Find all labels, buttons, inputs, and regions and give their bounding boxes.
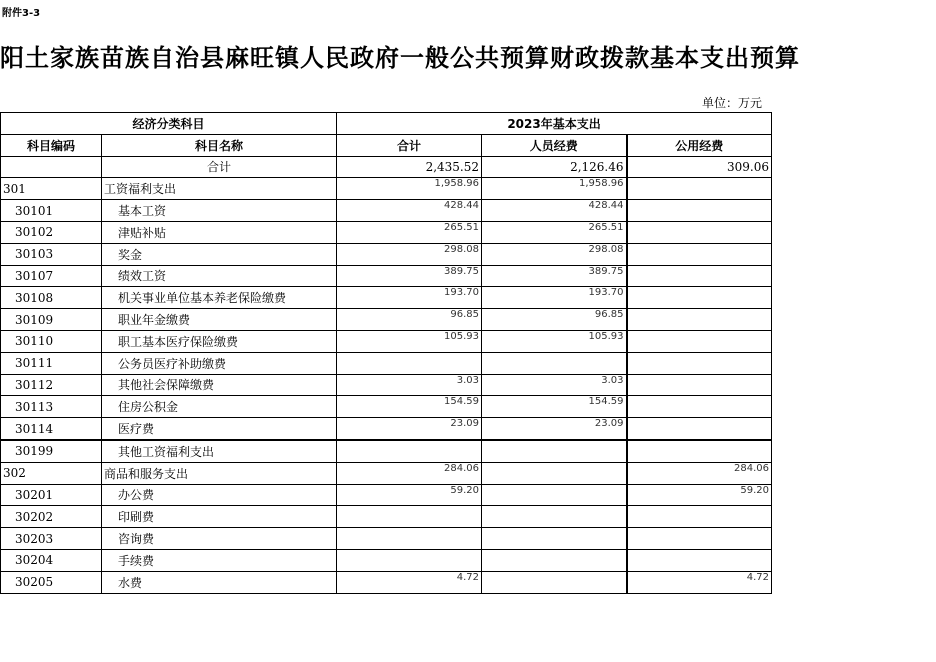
header-code: 科目编码 [1, 134, 102, 156]
row-personnel: 298.08 [482, 243, 627, 265]
total-label: 合计 [102, 156, 337, 178]
row-code: 30113 [1, 396, 102, 418]
row-code: 302 [1, 462, 102, 484]
table-row [1, 352, 772, 374]
row-personnel [482, 506, 627, 528]
row-public [627, 178, 772, 200]
table-row [1, 265, 772, 287]
row-public [627, 418, 772, 440]
row-public: 284.06 [627, 462, 772, 484]
table-row [1, 309, 772, 331]
row-name: 手续费 [102, 549, 337, 571]
table-row [1, 243, 772, 265]
row-name: 印刷费 [102, 506, 337, 528]
row-name: 绩效工资 [102, 265, 337, 287]
table-row [1, 440, 772, 462]
row-public [627, 243, 772, 265]
header-economic-category: 经济分类科目 [1, 113, 337, 135]
table-row [1, 330, 772, 352]
row-code: 30107 [1, 265, 102, 287]
row-public: 59.20 [627, 484, 772, 506]
row-code: 30205 [1, 571, 102, 593]
row-personnel: 1,958.96 [482, 178, 627, 200]
table-row [1, 396, 772, 418]
row-personnel: 3.03 [482, 374, 627, 396]
row-personnel: 105.93 [482, 330, 627, 352]
row-name: 职工基本医疗保险缴费 [102, 330, 337, 352]
header-column-row [1, 134, 772, 156]
row-code: 30201 [1, 484, 102, 506]
row-total: 193.70 [337, 287, 482, 309]
header-basic-expenditure: 2023年基本支出 [337, 113, 772, 135]
row-total: 1,958.96 [337, 178, 482, 200]
row-personnel: 154.59 [482, 396, 627, 418]
row-total [337, 506, 482, 528]
table-row [1, 178, 772, 200]
row-public [627, 506, 772, 528]
row-code: 30109 [1, 309, 102, 331]
row-code: 30202 [1, 506, 102, 528]
header-personnel: 人员经费 [482, 134, 627, 156]
table-row [1, 287, 772, 309]
row-total: 3.03 [337, 374, 482, 396]
row-name: 津贴补贴 [102, 221, 337, 243]
table-row [1, 506, 772, 528]
row-personnel [482, 571, 627, 593]
row-total: 96.85 [337, 309, 482, 331]
row-name: 商品和服务支出 [102, 462, 337, 484]
row-public: 4.72 [627, 571, 772, 593]
table-row [1, 462, 772, 484]
row-public [627, 352, 772, 374]
row-personnel [482, 462, 627, 484]
row-total: 23.09 [337, 418, 482, 440]
total-row [1, 156, 772, 178]
row-public [627, 200, 772, 222]
row-name: 医疗费 [102, 418, 337, 440]
row-code: 30110 [1, 330, 102, 352]
row-personnel [482, 440, 627, 462]
row-name: 水费 [102, 571, 337, 593]
header-name: 科目名称 [102, 134, 337, 156]
row-public [627, 287, 772, 309]
row-code: 30203 [1, 528, 102, 550]
row-code: 30102 [1, 221, 102, 243]
row-name: 咨询费 [102, 528, 337, 550]
row-code: 30199 [1, 440, 102, 462]
header-public: 公用经费 [627, 134, 772, 156]
row-public [627, 528, 772, 550]
row-name: 公务员医疗补助缴费 [102, 352, 337, 374]
row-personnel: 428.44 [482, 200, 627, 222]
row-total: 428.44 [337, 200, 482, 222]
row-total: 284.06 [337, 462, 482, 484]
row-personnel: 265.51 [482, 221, 627, 243]
table-row [1, 418, 772, 440]
row-name: 奖金 [102, 243, 337, 265]
row-public [627, 374, 772, 396]
row-personnel [482, 528, 627, 550]
row-total: 59.20 [337, 484, 482, 506]
table-row [1, 528, 772, 550]
row-public [627, 396, 772, 418]
table-row [1, 484, 772, 506]
row-personnel: 96.85 [482, 309, 627, 331]
unit-label: 单位：万元 [702, 96, 763, 110]
header-group-row [1, 113, 772, 135]
row-code: 30101 [1, 200, 102, 222]
row-name: 工资福利支出 [102, 178, 337, 200]
row-public [627, 265, 772, 287]
row-public [627, 549, 772, 571]
page-title: 阳土家族苗族自治县麻旺镇人民政府一般公共预算财政拨款基本支出预算 [0, 43, 800, 72]
row-name: 机关事业单位基本养老保险缴费 [102, 287, 337, 309]
row-public [627, 330, 772, 352]
row-total: 265.51 [337, 221, 482, 243]
row-code: 30114 [1, 418, 102, 440]
table-row [1, 374, 772, 396]
row-total [337, 440, 482, 462]
row-public [627, 440, 772, 462]
row-total: 105.93 [337, 330, 482, 352]
row-total [337, 549, 482, 571]
row-total: 389.75 [337, 265, 482, 287]
row-total: 154.59 [337, 396, 482, 418]
row-personnel [482, 352, 627, 374]
row-name: 基本工资 [102, 200, 337, 222]
header-total: 合计 [337, 134, 482, 156]
row-personnel: 193.70 [482, 287, 627, 309]
total-total: 2,435.52 [337, 156, 482, 178]
table-row [1, 549, 772, 571]
budget-table [0, 112, 772, 594]
row-code: 30108 [1, 287, 102, 309]
table-row [1, 200, 772, 222]
row-personnel [482, 484, 627, 506]
row-name: 职业年金缴费 [102, 309, 337, 331]
table-row [1, 221, 772, 243]
row-code: 30111 [1, 352, 102, 374]
row-public [627, 309, 772, 331]
row-personnel: 389.75 [482, 265, 627, 287]
row-code: 30103 [1, 243, 102, 265]
row-code: 30112 [1, 374, 102, 396]
row-personnel: 23.09 [482, 418, 627, 440]
row-total: 298.08 [337, 243, 482, 265]
row-code: 301 [1, 178, 102, 200]
total-code-cell [1, 156, 102, 178]
row-name: 办公费 [102, 484, 337, 506]
row-total [337, 352, 482, 374]
row-name: 住房公积金 [102, 396, 337, 418]
row-total [337, 528, 482, 550]
row-code: 30204 [1, 549, 102, 571]
row-name: 其他社会保障缴费 [102, 374, 337, 396]
row-personnel [482, 549, 627, 571]
table-row [1, 571, 772, 593]
attachment-label: 附件3-3 [2, 8, 41, 19]
row-total: 4.72 [337, 571, 482, 593]
row-public [627, 221, 772, 243]
total-public: 309.06 [627, 156, 772, 178]
total-personnel: 2,126.46 [482, 156, 627, 178]
row-name: 其他工资福利支出 [102, 440, 337, 462]
